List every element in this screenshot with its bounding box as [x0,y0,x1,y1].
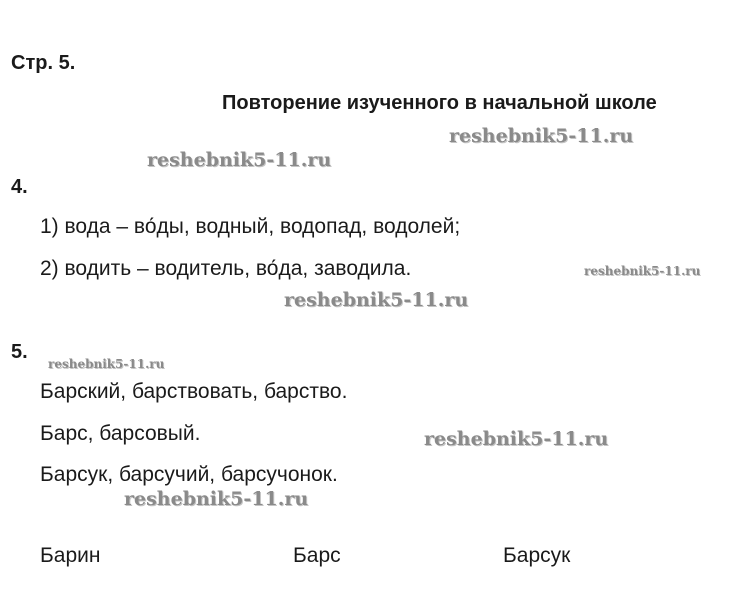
bottom-word-1: Барин [40,544,101,567]
watermark: reshebnik5-11.ru [124,488,309,510]
bottom-word-2: Барс [293,544,341,567]
task-5-number: 5. [11,341,28,363]
task-4-line-2: 2) водить – водитель, во́да, заводила. [40,257,412,280]
watermark: reshebnik5-11.ru [584,264,701,278]
watermark: reshebnik5-11.ru [147,149,332,171]
watermark: reshebnik5-11.ru [449,125,634,147]
page-label: Стр. 5. [11,52,76,74]
task-5-line-3: Барсук, барсучий, барсучонок. [40,463,338,486]
section-title: Повторение изученного в начальной школе [222,92,657,114]
task-4-line-1: 1) вода – во́ды, водный, водопад, водолей; [40,215,461,238]
task-5-line-2: Барс, барсовый. [40,422,201,445]
watermark: reshebnik5-11.ru [424,428,609,450]
task-4-number: 4. [11,176,28,198]
task-5-line-1: Барский, барствовать, барство. [40,380,348,403]
watermark: reshebnik5-11.ru [48,357,165,371]
bottom-word-3: Барсук [503,544,571,567]
watermark: reshebnik5-11.ru [284,289,469,311]
